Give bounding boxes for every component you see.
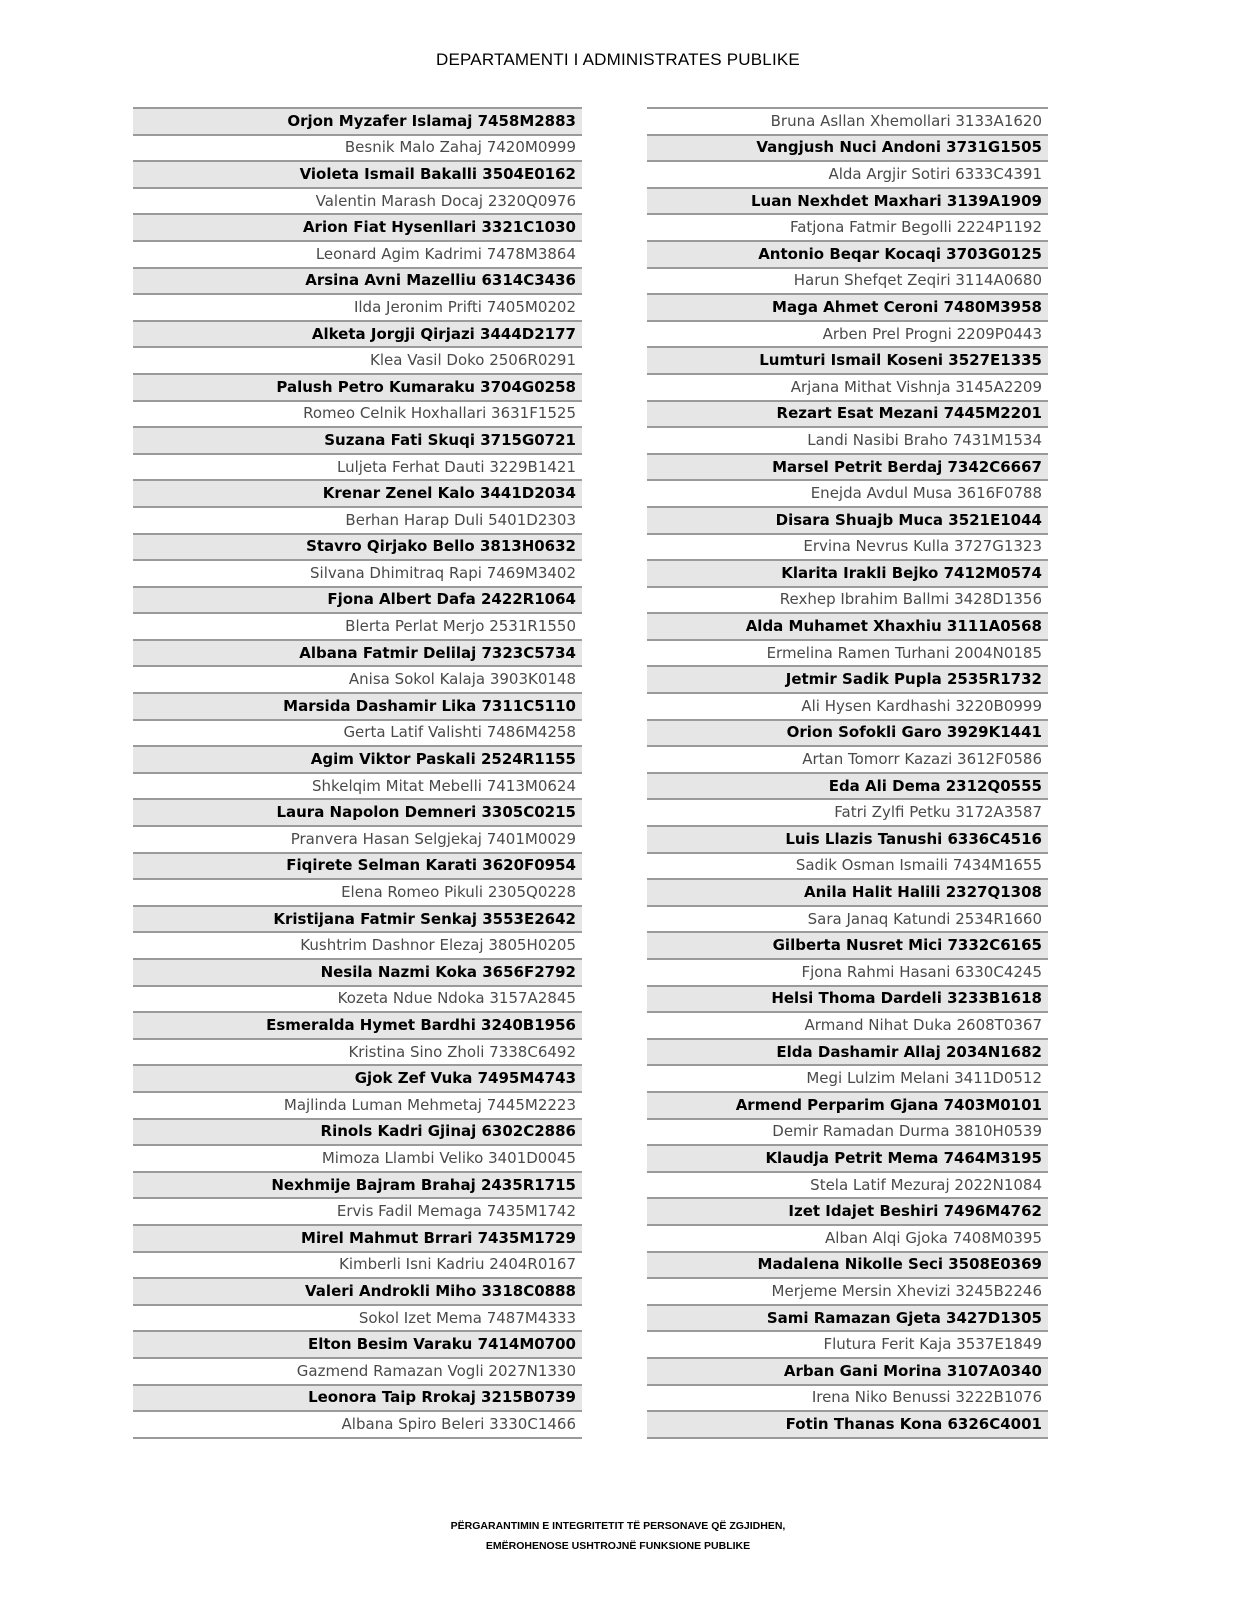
list-item: Lumturi Ismail Koseni 3527E1335 — [647, 346, 1048, 373]
list-item: Bruna Asllan Xhemollari 3133A1620 — [647, 107, 1048, 134]
right-name-list — [647, 107, 1048, 1439]
list-item: Fatjona Fatmir Begolli 2224P1192 — [647, 213, 1048, 240]
list-item: Marsel Petrit Berdaj 7342C6667 — [647, 453, 1048, 480]
list-item: Fatri Zylfi Petku 3172A3587 — [647, 798, 1048, 825]
list-item: Berhan Harap Duli 5401D2303 — [133, 506, 582, 533]
list-item: Fotin Thanas Kona 6326C4001 — [647, 1410, 1048, 1437]
list-item: Armend Perparim Gjana 7403M0101 — [647, 1091, 1048, 1118]
list-item: Krenar Zenel Kalo 3441D2034 — [133, 479, 582, 506]
list-item: Shkelqim Mitat Mebelli 7413M0624 — [133, 772, 582, 799]
list-item: Fiqirete Selman Karati 3620F0954 — [133, 852, 582, 879]
list-item: Elton Besim Varaku 7414M0700 — [133, 1330, 582, 1357]
list-item: Antonio Beqar Kocaqi 3703G0125 — [647, 240, 1048, 267]
list-item: Valeri Androkli Miho 3318C0888 — [133, 1277, 582, 1304]
list-item: Albana Spiro Beleri 3330C1466 — [133, 1410, 582, 1437]
list-item: Pranvera Hasan Selgjekaj 7401M0029 — [133, 825, 582, 852]
page-title: DEPARTAMENTI I ADMINISTRATES PUBLIKE — [436, 50, 800, 69]
list-item: Fjona Albert Dafa 2422R1064 — [133, 586, 582, 613]
list-item: Maga Ahmet Ceroni 7480M3958 — [647, 293, 1048, 320]
list-item: Esmeralda Hymet Bardhi 3240B1956 — [133, 1011, 582, 1038]
list-item: Disara Shuajb Muca 3521E1044 — [647, 506, 1048, 533]
list-item: Ali Hysen Kardhashi 3220B0999 — [647, 692, 1048, 719]
footer-line-2: EMËROHENOSE USHTROJNË FUNKSIONE PUBLIKE — [485, 1540, 751, 1552]
list-item: Blerta Perlat Merjo 2531R1550 — [133, 612, 582, 639]
list-item: Stavro Qirjako Bello 3813H0632 — [133, 533, 582, 560]
list-item: Helsi Thoma Dardeli 3233B1618 — [647, 985, 1048, 1012]
list-item: Anisa Sokol Kalaja 3903K0148 — [133, 665, 582, 692]
list-item: Alda Argjir Sotiri 6333C4391 — [647, 160, 1048, 187]
list-item: Kozeta Ndue Ndoka 3157A2845 — [133, 985, 582, 1012]
list-item: Rinols Kadri Gjinaj 6302C2886 — [133, 1118, 582, 1145]
list-item: Orjon Myzafer Islamaj 7458M2883 — [133, 107, 582, 134]
list-item: Arion Fiat Hysenllari 3321C1030 — [133, 213, 582, 240]
list-item: Jetmir Sadik Pupla 2535R1732 — [647, 665, 1048, 692]
list-item: Artan Tomorr Kazazi 3612F0586 — [647, 745, 1048, 772]
list-item: Mirel Mahmut Brrari 7435M1729 — [133, 1224, 582, 1251]
list-item: Elena Romeo Pikuli 2305Q0228 — [133, 878, 582, 905]
list-item: Ilda Jeronim Prifti 7405M0202 — [133, 293, 582, 320]
list-item: Alketa Jorgji Qirjazi 3444D2177 — [133, 320, 582, 347]
list-item: Laura Napolon Demneri 3305C0215 — [133, 798, 582, 825]
list-item: Agim Viktor Paskali 2524R1155 — [133, 745, 582, 772]
list-item: Sara Janaq Katundi 2534R1660 — [647, 905, 1048, 932]
left-name-list — [133, 107, 582, 1439]
list-item: Suzana Fati Skuqi 3715G0721 — [133, 426, 582, 453]
list-item: Megi Lulzim Melani 3411D0512 — [647, 1064, 1048, 1091]
list-item: Ervina Nevrus Kulla 3727G1323 — [647, 533, 1048, 560]
list-item: Arjana Mithat Vishnja 3145A2209 — [647, 373, 1048, 400]
list-item: Fjona Rahmi Hasani 6330C4245 — [647, 958, 1048, 985]
list-item: Sadik Osman Ismaili 7434M1655 — [647, 852, 1048, 879]
list-item: Alban Alqi Gjoka 7408M0395 — [647, 1224, 1048, 1251]
list-item: Armand Nihat Duka 2608T0367 — [647, 1011, 1048, 1038]
list-item: Majlinda Luman Mehmetaj 7445M2223 — [133, 1091, 582, 1118]
list-item: Gilberta Nusret Mici 7332C6165 — [647, 931, 1048, 958]
list-item: Kristina Sino Zholi 7338C6492 — [133, 1038, 582, 1065]
list-item: Silvana Dhimitraq Rapi 7469M3402 — [133, 559, 582, 586]
list-item: Landi Nasibi Braho 7431M1534 — [647, 426, 1048, 453]
list-item: Eda Ali Dema 2312Q0555 — [647, 772, 1048, 799]
list-item: Gerta Latif Valishti 7486M4258 — [133, 719, 582, 746]
list-item: Luan Nexhdet Maxhari 3139A1909 — [647, 187, 1048, 214]
list-item: Alda Muhamet Xhaxhiu 3111A0568 — [647, 612, 1048, 639]
list-item: Klarita Irakli Bejko 7412M0574 — [647, 559, 1048, 586]
list-item: Romeo Celnik Hoxhallari 3631F1525 — [133, 400, 582, 427]
list-item: Ervis Fadil Memaga 7435M1742 — [133, 1197, 582, 1224]
list-item: Leonard Agim Kadrimi 7478M3864 — [133, 240, 582, 267]
list-item: Leonora Taip Rrokaj 3215B0739 — [133, 1384, 582, 1411]
table-bottom-rule — [133, 1437, 582, 1439]
list-item: Kimberli Isni Kadriu 2404R0167 — [133, 1251, 582, 1278]
list-item: Marsida Dashamir Lika 7311C5110 — [133, 692, 582, 719]
list-item: Nesila Nazmi Koka 3656F2792 — [133, 958, 582, 985]
list-item: Arban Gani Morina 3107A0340 — [647, 1357, 1048, 1384]
list-item: Valentin Marash Docaj 2320Q0976 — [133, 187, 582, 214]
list-item: Arben Prel Progni 2209P0443 — [647, 320, 1048, 347]
list-item: Anila Halit Halili 2327Q1308 — [647, 878, 1048, 905]
list-item: Luis Llazis Tanushi 6336C4516 — [647, 825, 1048, 852]
list-item: Enejda Avdul Musa 3616F0788 — [647, 479, 1048, 506]
list-item: Gjok Zef Vuka 7495M4743 — [133, 1064, 582, 1091]
list-item: Klea Vasil Doko 2506R0291 — [133, 346, 582, 373]
table-bottom-rule — [647, 1437, 1048, 1439]
list-item: Luljeta Ferhat Dauti 3229B1421 — [133, 453, 582, 480]
list-item: Stela Latif Mezuraj 2022N1084 — [647, 1171, 1048, 1198]
list-item: Harun Shefqet Zeqiri 3114A0680 — [647, 267, 1048, 294]
list-item: Klaudja Petrit Mema 7464M3195 — [647, 1144, 1048, 1171]
list-item: Izet Idajet Beshiri 7496M4762 — [647, 1197, 1048, 1224]
list-item: Arsina Avni Mazelliu 6314C3436 — [133, 267, 582, 294]
list-item: Rezart Esat Mezani 7445M2201 — [647, 400, 1048, 427]
list-item: Albana Fatmir Delilaj 7323C5734 — [133, 639, 582, 666]
list-item: Merjeme Mersin Xhevizi 3245B2246 — [647, 1277, 1048, 1304]
list-item: Palush Petro Kumaraku 3704G0258 — [133, 373, 582, 400]
footer-line-1: PËRGARANTIMIN E INTEGRITETIT TË PERSONAVE QË ZGJIDHEN, — [450, 1520, 786, 1532]
list-item: Irena Niko Benussi 3222B1076 — [647, 1384, 1048, 1411]
list-item: Flutura Ferit Kaja 3537E1849 — [647, 1330, 1048, 1357]
list-item: Ermelina Ramen Turhani 2004N0185 — [647, 639, 1048, 666]
list-item: Violeta Ismail Bakalli 3504E0162 — [133, 160, 582, 187]
list-item: Orion Sofokli Garo 3929K1441 — [647, 719, 1048, 746]
list-item: Besnik Malo Zahaj 7420M0999 — [133, 134, 582, 161]
list-item: Madalena Nikolle Seci 3508E0369 — [647, 1251, 1048, 1278]
list-item: Kristijana Fatmir Senkaj 3553E2642 — [133, 905, 582, 932]
footer — [0, 1516, 1236, 1556]
list-item: Gazmend Ramazan Vogli 2027N1330 — [133, 1357, 582, 1384]
list-item: Sokol Izet Mema 7487M4333 — [133, 1304, 582, 1331]
list-item: Vangjush Nuci Andoni 3731G1505 — [647, 134, 1048, 161]
list-item: Nexhmije Bajram Brahaj 2435R1715 — [133, 1171, 582, 1198]
list-item: Kushtrim Dashnor Elezaj 3805H0205 — [133, 931, 582, 958]
list-item: Rexhep Ibrahim Ballmi 3428D1356 — [647, 586, 1048, 613]
list-item: Mimoza Llambi Veliko 3401D0045 — [133, 1144, 582, 1171]
list-item: Demir Ramadan Durma 3810H0539 — [647, 1118, 1048, 1145]
list-item: Sami Ramazan Gjeta 3427D1305 — [647, 1304, 1048, 1331]
list-item: Elda Dashamir Allaj 2034N1682 — [647, 1038, 1048, 1065]
